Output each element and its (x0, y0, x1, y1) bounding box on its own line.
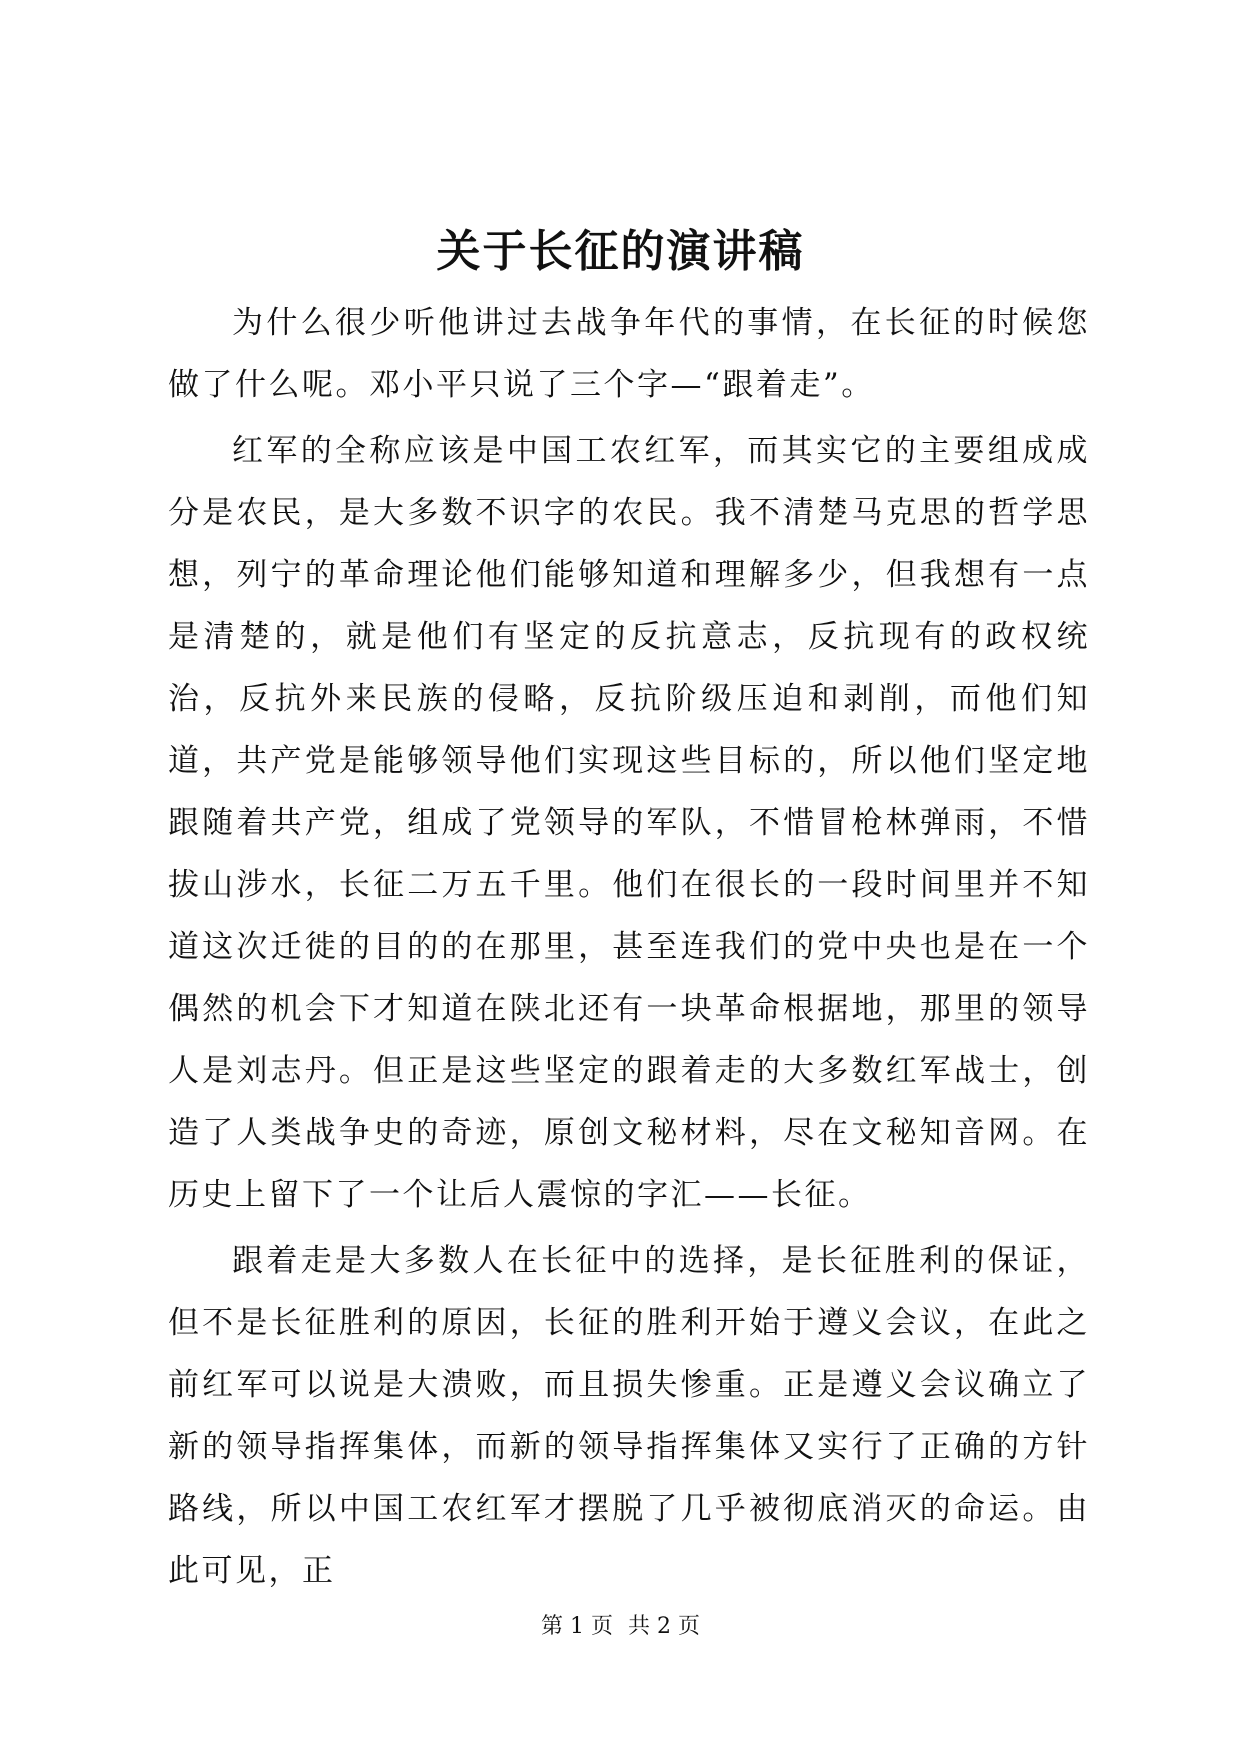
page-total: 共 2 页 (628, 1614, 700, 1639)
page-number: 第 1 页 (541, 1614, 613, 1639)
page-title: 关于长征的演讲稿 (436, 226, 805, 277)
paragraph-3: 跟着走是大多数人在长征中的选择，是长征胜利的保证，但不是长征胜利的原因，长征的胜利开始于遵义会议，在此之前红军可以说是大溃败，而且损失惨重。正是遵义会议确立了新的领导指挥集体，而新的领导指挥集体又实行了正确的方针路线，所以中国工农红军才摆脱了几乎被彻底消灭的命运。由此可见，正 (168, 1243, 1090, 1589)
paragraph-1: 为什么很少听他讲过去战争年代的事情，在长征的时候您做了什么呢。邓小平只说了三个字—“跟着走”。 (168, 305, 1090, 403)
page-footer (0, 1612, 1241, 1642)
paragraph-2: 红军的全称应该是中国工农红军，而其实它的主要组成成分是农民，是大多数不识字的农民。我不清楚马克思的哲学思想，列宁的革命理论他们能够知道和理解多少，但我想有一点是清楚的，就是他们有坚定的反抗意志，反抗现有的政权统治，反抗外来民族的侵略，反抗阶级压迫和剥削，而他们知道，共产党是能够领导他们实现这些目标的，所以他们坚定地跟随着共产党，组成了党领导的军队，不惜冒枪林弹雨，不惜拔山涉水，长征二万五千里。他们在很长的一段时间里并不知道这次迁徙的目的的在那里，甚至连我们的党中央也是在一个偶然的机会下才知道在陕北还有一块革命根据地，那里的领导人是刘志丹。但正是这些坚定的跟着走的大多数红军战士，创造了人类战争史的奇迹，原创文秘材料，尽在文秘知音网。在历史上留下了一个让后人震惊的字汇——长征。 (168, 433, 1090, 1213)
document-body (168, 292, 1090, 1602)
